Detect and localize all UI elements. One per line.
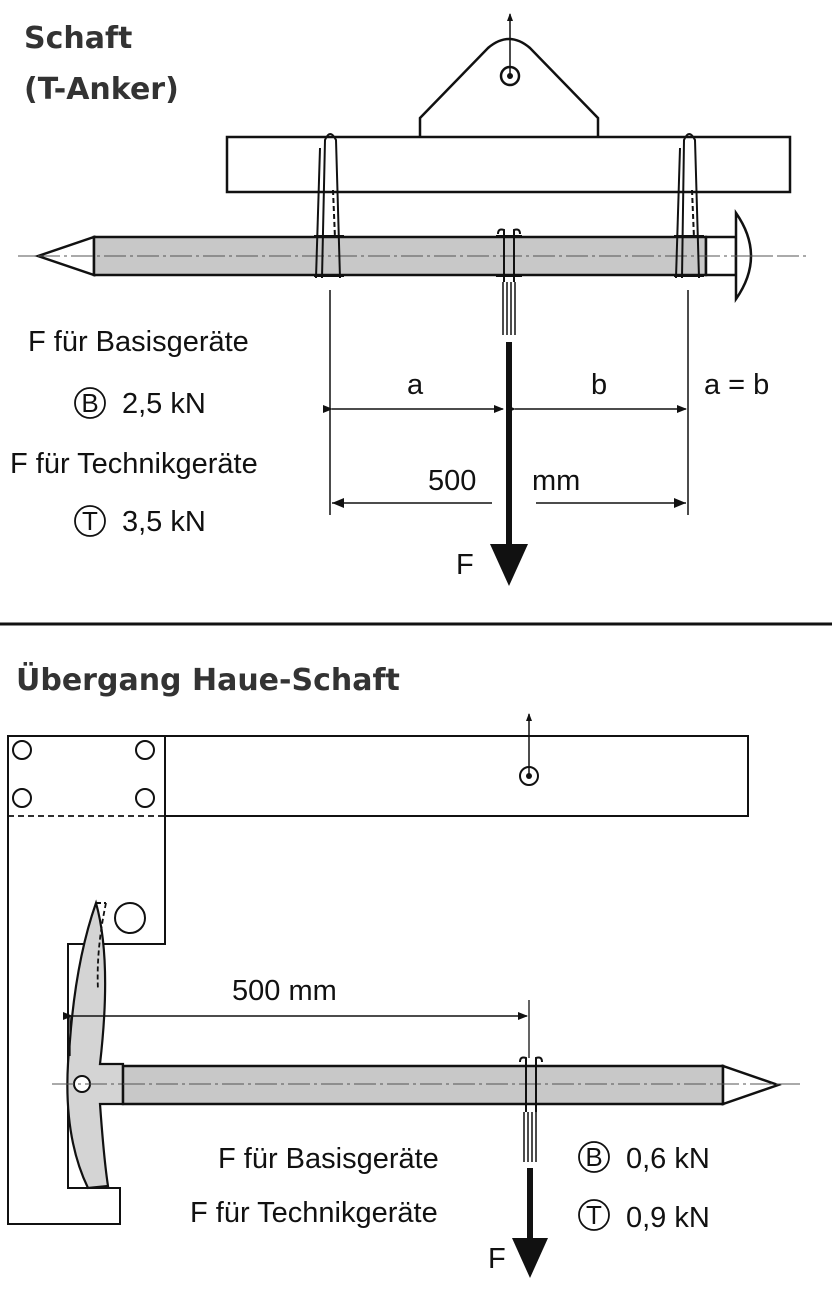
bottom-basis-value: 0,6 kN [626, 1143, 710, 1175]
top-title-line1: Schaft [24, 21, 133, 56]
top-cross-beam [227, 137, 790, 192]
bottom-technik-symbol: T [586, 1200, 602, 1230]
bottom-title: Übergang Haue-Schaft [16, 663, 400, 698]
top-shaft [38, 213, 770, 299]
top-force-label: F [456, 549, 474, 581]
top-section [10, 14, 808, 586]
bottom-technik-label: F für Technikgeräte [190, 1197, 438, 1229]
bottom-shaft [123, 1066, 790, 1104]
bottom-force-label: F [488, 1243, 506, 1275]
top-force-arrow [490, 342, 528, 586]
dim-mm-label: mm [532, 465, 581, 497]
bottom-basis-label: F für Basisgeräte [218, 1143, 439, 1175]
dim-equal-label: a = b [704, 369, 770, 401]
dim-a-label: a [407, 369, 424, 401]
dim-b-label: b [591, 369, 608, 401]
axe-head [67, 903, 123, 1188]
bottom-dim-label: 500 mm [232, 975, 337, 1007]
bottom-basis-symbol: B [585, 1142, 603, 1172]
top-basis-label: F für Basisgeräte [28, 326, 249, 358]
top-technik-value: 3,5 kN [122, 506, 206, 538]
lifting-bracket [420, 14, 598, 137]
top-technik-label: F für Technikgeräte [10, 448, 258, 480]
bottom-section [8, 661, 800, 1278]
top-basis-symbol: B [81, 388, 99, 418]
bottom-force-arrow [512, 1168, 548, 1278]
top-title-line2: (T-Anker) [24, 72, 179, 107]
top-basis-value: 2,5 kN [122, 388, 206, 420]
top-technik-symbol: T [82, 506, 98, 536]
dim-500-label: 500 [428, 465, 477, 497]
bottom-technik-value: 0,9 kN [626, 1202, 710, 1234]
